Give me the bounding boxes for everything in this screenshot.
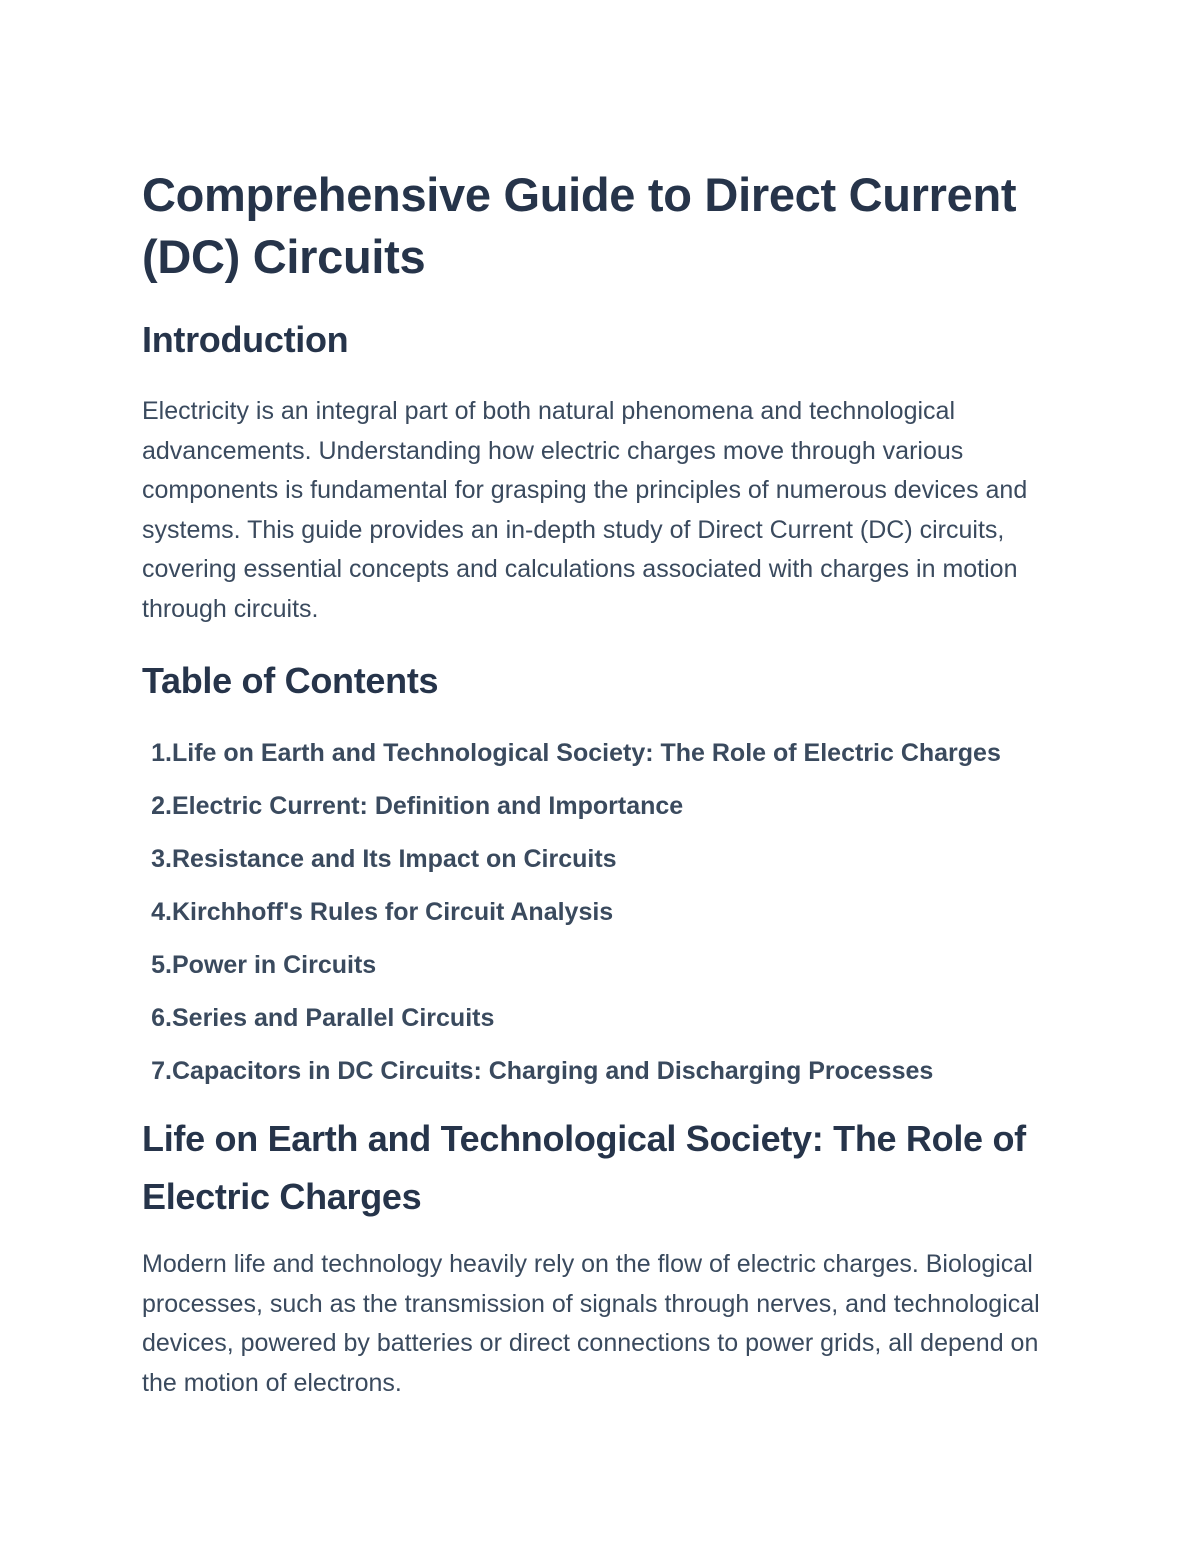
toc-item-number: 2. [151, 792, 172, 820]
toc-item[interactable] [142, 939, 1072, 992]
document-title: Comprehensive Guide to Direct Current (DC) Circuits [142, 168, 1017, 283]
section-heading-life-on-earth: Life on Earth and Technological Society: The Role of Electric Charges [142, 1118, 1026, 1217]
table-of-contents-heading: Table of Contents [142, 660, 439, 701]
toc-item[interactable] [142, 992, 1072, 1045]
introduction-heading: Introduction [142, 319, 349, 360]
toc-item-label: Kirchhoff's Rules for Circuit Analysis [172, 898, 614, 926]
toc-item[interactable] [142, 833, 1072, 886]
section-paragraph-life-on-earth: Modern life and technology heavily rely on the flow of electric charges. Biological processes, such as the transmission of signals through nerves, and technological devices, powered by batteries or direct connections to power grids, all depend on the motion of electrons. [142, 1250, 1040, 1397]
toc-item[interactable] [142, 727, 1072, 780]
toc-item-number: 5. [151, 951, 172, 979]
toc-item-label: Power in Circuits [172, 951, 377, 979]
toc-item-number: 6. [151, 1004, 172, 1032]
toc-item-label: Capacitors in DC Circuits: Charging and Discharging Processes [172, 1057, 934, 1085]
table-of-contents-list [142, 727, 1072, 1098]
toc-item-number: 1. [151, 739, 172, 767]
toc-item[interactable] [142, 780, 1072, 833]
toc-item-number: 7. [151, 1057, 172, 1085]
toc-item-label: Resistance and Its Impact on Circuits [172, 845, 617, 873]
toc-item[interactable] [142, 886, 1072, 939]
document-page [142, 164, 1072, 1403]
toc-item-label: Electric Current: Definition and Importance [172, 792, 684, 820]
toc-item-label: Series and Parallel Circuits [172, 1004, 495, 1032]
toc-item-number: 3. [151, 845, 172, 873]
toc-item[interactable] [142, 1045, 1072, 1098]
toc-item-number: 4. [151, 898, 172, 926]
toc-item-label: Life on Earth and Technological Society: The Role of Electric Charges [172, 739, 1001, 767]
introduction-paragraph: Electricity is an integral part of both natural phenomena and technological advancements. Understanding how electric charges move through various components is fundamental for grasping the principles of numerous devices and systems. This guide provides an in-depth study of Direct Current (DC) circuits, covering essential concepts and calculations associated with charges in motion through circuits. [142, 397, 1028, 623]
